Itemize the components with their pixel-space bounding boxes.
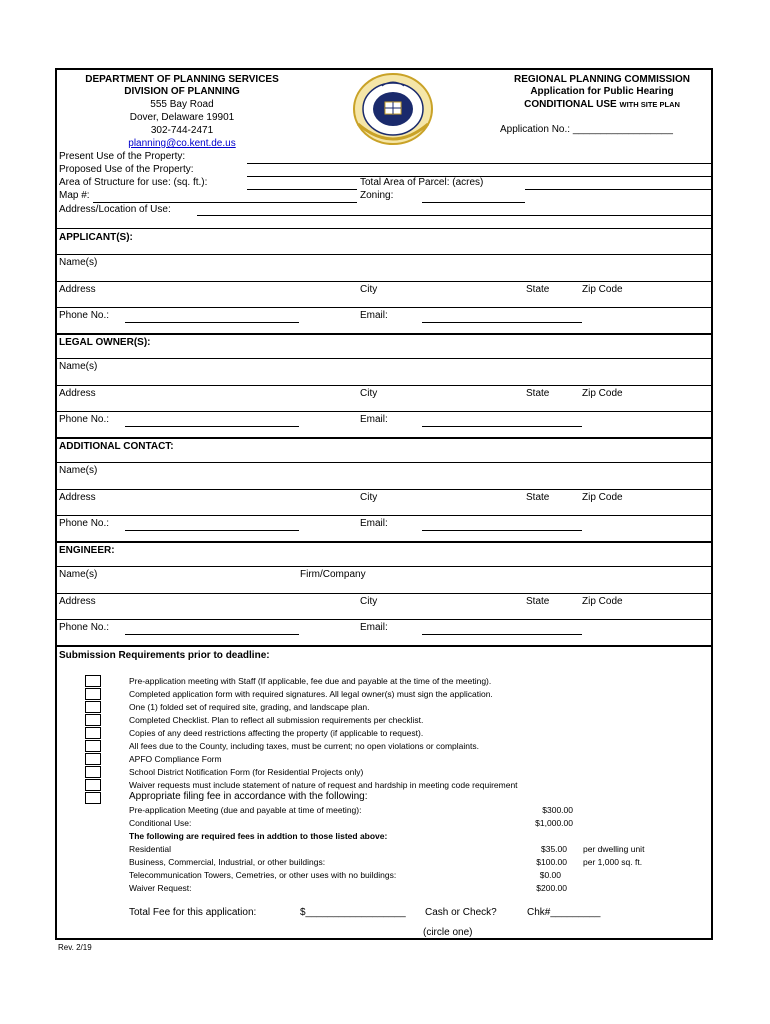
fee-note: per dwelling unit (583, 844, 645, 854)
engineer-state-label: State (526, 596, 550, 607)
contact-names-label: Name(s) (59, 465, 98, 476)
requirement-item: School District Notification Form (for Residential Projects only) (129, 767, 364, 777)
applicant-names-label: Name(s) (59, 257, 98, 268)
checkbox-plan[interactable] (85, 701, 101, 713)
engineer-phone-field[interactable] (125, 634, 299, 635)
total-fee-field[interactable]: $__________________ (300, 907, 406, 918)
street-address: 555 Bay Road (150, 99, 214, 110)
checkbox-checklist[interactable] (85, 714, 101, 726)
divider (57, 619, 711, 620)
requirement-item: Completed application form with required signatures. All legal owner(s) must sign the application. (129, 689, 493, 699)
owner-zip-label: Zip Code (582, 388, 623, 399)
divider (57, 281, 711, 282)
applicant-state-label: State (526, 284, 550, 295)
owner-phone-field[interactable] (125, 426, 299, 427)
fee-label: Conditional Use: (129, 818, 192, 828)
engineer-email-field[interactable] (422, 634, 582, 635)
cash-or-check-option[interactable]: Cash or Check? (425, 907, 497, 918)
divider (57, 462, 711, 463)
dept-email-link[interactable]: planning@co.kent.de.us (128, 138, 236, 149)
contact-heading: ADDITIONAL CONTACT: (59, 441, 174, 452)
divider (57, 489, 711, 490)
present-use-field[interactable] (247, 163, 711, 164)
total-fee-label: Total Fee for this application: (129, 907, 257, 918)
contact-zip-label: Zip Code (582, 492, 623, 503)
engineer-names-label: Name(s) (59, 569, 98, 580)
fee-amount: $300.00 (542, 805, 573, 815)
submission-heading: Submission Requirements prior to deadline: (59, 650, 270, 661)
contact-city-label: City (360, 492, 378, 503)
contact-state-label: State (526, 492, 550, 503)
divider (57, 307, 711, 308)
divider (57, 385, 711, 386)
checkbox-waiver[interactable] (85, 779, 101, 791)
checkbox-deed[interactable] (85, 727, 101, 739)
engineer-heading: ENGINEER: (59, 545, 115, 556)
fee-amount: $0.00 (539, 870, 561, 880)
owner-address-label: Address (59, 388, 96, 399)
owner-heading: LEGAL OWNER(S): (59, 337, 151, 348)
checkbox-form[interactable] (85, 688, 101, 700)
engineer-firm-label: Firm/Company (300, 569, 366, 580)
requirement-item: Completed Checklist. Plan to reflect all submission requirements per checklist. (129, 715, 424, 725)
divider (57, 333, 711, 335)
fee-label: Waiver Request: (129, 883, 192, 893)
proposed-use-label: Proposed Use of the Property: (59, 164, 194, 175)
check-number-field[interactable]: Chk#_________ (527, 907, 601, 918)
fee-amount: $200.00 (536, 883, 567, 893)
engineer-city-label: City (360, 596, 378, 607)
zoning-field[interactable] (422, 202, 525, 203)
application-title: Application for Public Hearing (530, 86, 674, 97)
applicant-zip-label: Zip Code (582, 284, 623, 295)
owner-email-field[interactable] (422, 426, 582, 427)
divider (57, 593, 711, 594)
division-name: DIVISION OF PLANNING (124, 86, 240, 97)
dept-name: DEPARTMENT OF PLANNING SERVICES (85, 74, 279, 85)
requirement-item: Pre-application meeting with Staff (If applicable, fee due and payable at the time of the meeting). (129, 676, 492, 686)
owner-names-label: Name(s) (59, 361, 98, 372)
owner-city-label: City (360, 388, 378, 399)
applicant-address-label: Address (59, 284, 96, 295)
area-structure-label: Area of Structure for use: (sq. ft.): (59, 177, 208, 188)
divider (57, 566, 711, 567)
contact-email-field[interactable] (422, 530, 582, 531)
map-field[interactable] (93, 202, 357, 203)
fee-label: Telecommunication Towers, Cemetries, or other uses with no buildings: (129, 870, 397, 880)
requirement-item: Waiver requests must include statement of nature of request and hardship in meeting code requirement (129, 780, 518, 790)
requirement-item: APFO Compliance Form (129, 754, 222, 764)
total-area-field[interactable] (525, 189, 711, 190)
total-area-label: Total Area of Parcel: (acres) (360, 177, 484, 188)
engineer-phone-label: Phone No.: (59, 622, 110, 633)
checkbox-filing-fee[interactable] (85, 792, 101, 804)
fee-amount: $35.00 (541, 844, 567, 854)
divider (57, 437, 711, 439)
city-address: Dover, Delaware 19901 (129, 112, 235, 123)
checkbox-school[interactable] (85, 766, 101, 778)
engineer-email-label: Email: (360, 622, 388, 633)
conditional-use-title (497, 99, 707, 111)
address-location-field[interactable] (197, 215, 711, 216)
contact-phone-field[interactable] (125, 530, 299, 531)
applicant-heading: APPLICANT(S): (59, 232, 133, 243)
additional-fees-title: The following are required fees in addtion to those listed above: (129, 831, 388, 841)
fee-schedule-title: Appropriate filing fee in accordance with the following: (129, 791, 368, 802)
fee-amount: $100.00 (536, 857, 567, 867)
fee-label: Pre-application Meeting (due and payable at time of meeting): (129, 805, 362, 815)
applicant-phone-field[interactable] (125, 322, 299, 323)
fee-label: Residential (129, 844, 172, 854)
owner-phone-label: Phone No.: (59, 414, 110, 425)
contact-address-label: Address (59, 492, 96, 503)
engineer-address-label: Address (59, 596, 96, 607)
revision-note: Rev. 2/19 (58, 943, 92, 952)
present-use-label: Present Use of the Property: (59, 151, 186, 162)
applicant-email-field[interactable] (422, 322, 582, 323)
owner-state-label: State (526, 388, 550, 399)
divider (57, 515, 711, 516)
circle-one-note: (circle one) (423, 927, 473, 938)
divider (57, 254, 711, 255)
divider (57, 358, 711, 359)
checkbox-fees-current[interactable] (85, 740, 101, 752)
address-location-label: Address/Location of Use: (59, 204, 171, 215)
commission-title: REGIONAL PLANNING COMMISSION (514, 74, 690, 85)
site-plan-label: WITH SITE PLAN (619, 100, 680, 109)
conditional-use-label: CONDITIONAL USE (524, 99, 617, 110)
county-seal-icon (352, 72, 434, 146)
divider (57, 541, 711, 543)
contact-email-label: Email: (360, 518, 388, 529)
checkbox-apfo[interactable] (85, 753, 101, 765)
divider (57, 645, 711, 647)
application-number[interactable]: Application No.: __________________ (500, 124, 673, 135)
dept-phone: 302-744-2471 (150, 125, 214, 136)
requirement-item: All fees due to the County, including taxes, must be current; no open violations or complaints. (129, 741, 479, 751)
fee-amount: $1,000.00 (535, 818, 573, 828)
map-label: Map #: (59, 190, 90, 201)
form-frame (55, 68, 713, 940)
applicant-phone-label: Phone No.: (59, 310, 110, 321)
fee-label: Business, Commercial, Industrial, or other buildings: (129, 857, 326, 867)
requirement-item: Copies of any deed restrictions affecting the property (if applicable to request). (129, 728, 424, 738)
engineer-zip-label: Zip Code (582, 596, 623, 607)
area-structure-field[interactable] (247, 189, 357, 190)
contact-phone-label: Phone No.: (59, 518, 110, 529)
requirement-item: One (1) folded set of required site, grading, and landscape plan. (129, 702, 370, 712)
fee-note: per 1,000 sq. ft. (583, 857, 643, 867)
checkbox-preapp[interactable] (85, 675, 101, 687)
owner-email-label: Email: (360, 414, 388, 425)
applicant-city-label: City (360, 284, 378, 295)
divider (57, 228, 711, 229)
zoning-label: Zoning: (360, 190, 394, 201)
applicant-email-label: Email: (360, 310, 388, 321)
divider (57, 411, 711, 412)
